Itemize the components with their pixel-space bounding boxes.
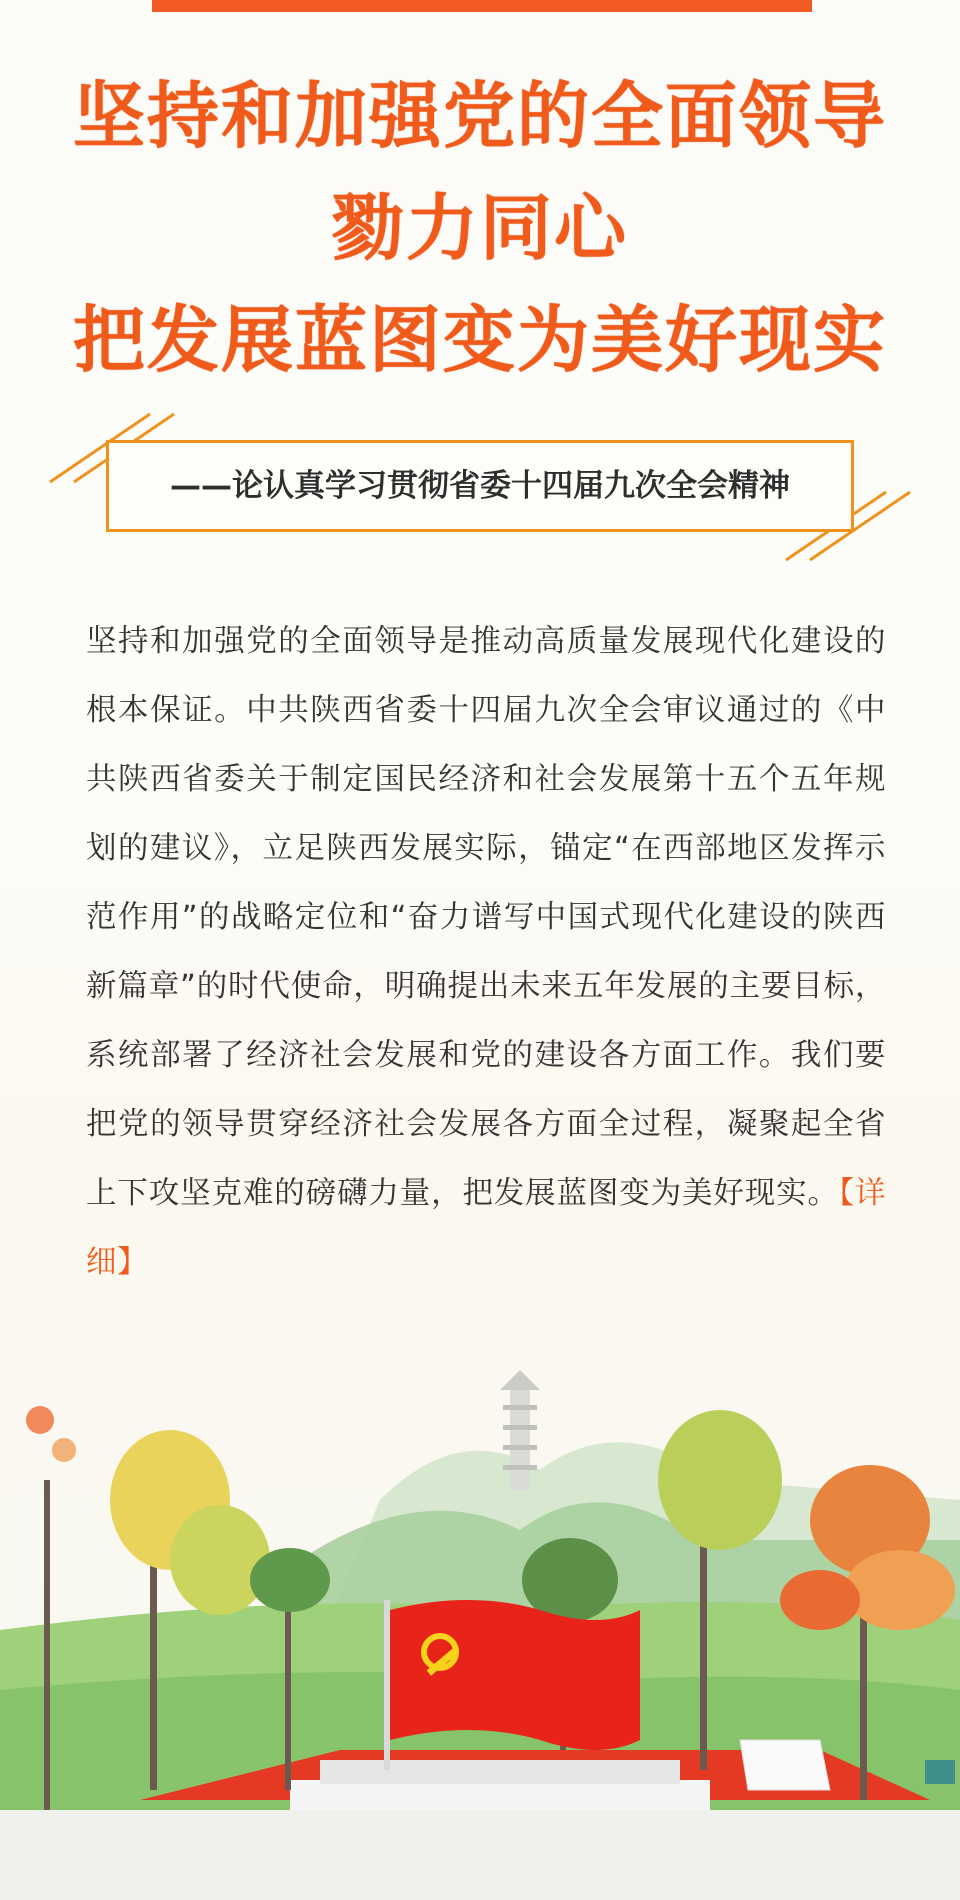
title-line-1: 坚持和加强党的全面领导 [72,73,887,158]
article-paragraph: 坚持和加强党的全面领导是推动高质量发展现代化建设的根本保证。中共陕西省委十四届九次全会审议通过的《中共陕西省委关于制定国民经济和社会发展第十五个五年规划的建议》，立足陕西发展实际，锚定“在西部地区发挥示范作用”的战略定位和“奋力谱写中国式现代化建设的陕西新篇章”的时代使命，明确提出未来五年发展的主要目标，系统部署了经济社会发展和党的建设各方面工作。我们要把党的领导贯穿经济社会发展各方面全过程，凝聚起全省上下攻坚克难的磅礴力量，把发展蓝图变为美好现实。 [86,624,886,1211]
title-line-3: 把发展蓝图变为美好现实 [72,297,887,382]
subtitle-banner [0,400,960,580]
subtitle-box [106,440,854,532]
top-accent-bar [152,0,812,12]
landscape-illustration [0,1360,960,1900]
article-body [86,607,886,1297]
title-line-2: 勠力同心 [331,185,628,270]
subtitle-text: ——论认真学习贯彻省委十四届九次全会精神 [170,468,790,504]
detail-link[interactable]: 【详细】 [86,1176,887,1280]
page-title [0,60,960,396]
